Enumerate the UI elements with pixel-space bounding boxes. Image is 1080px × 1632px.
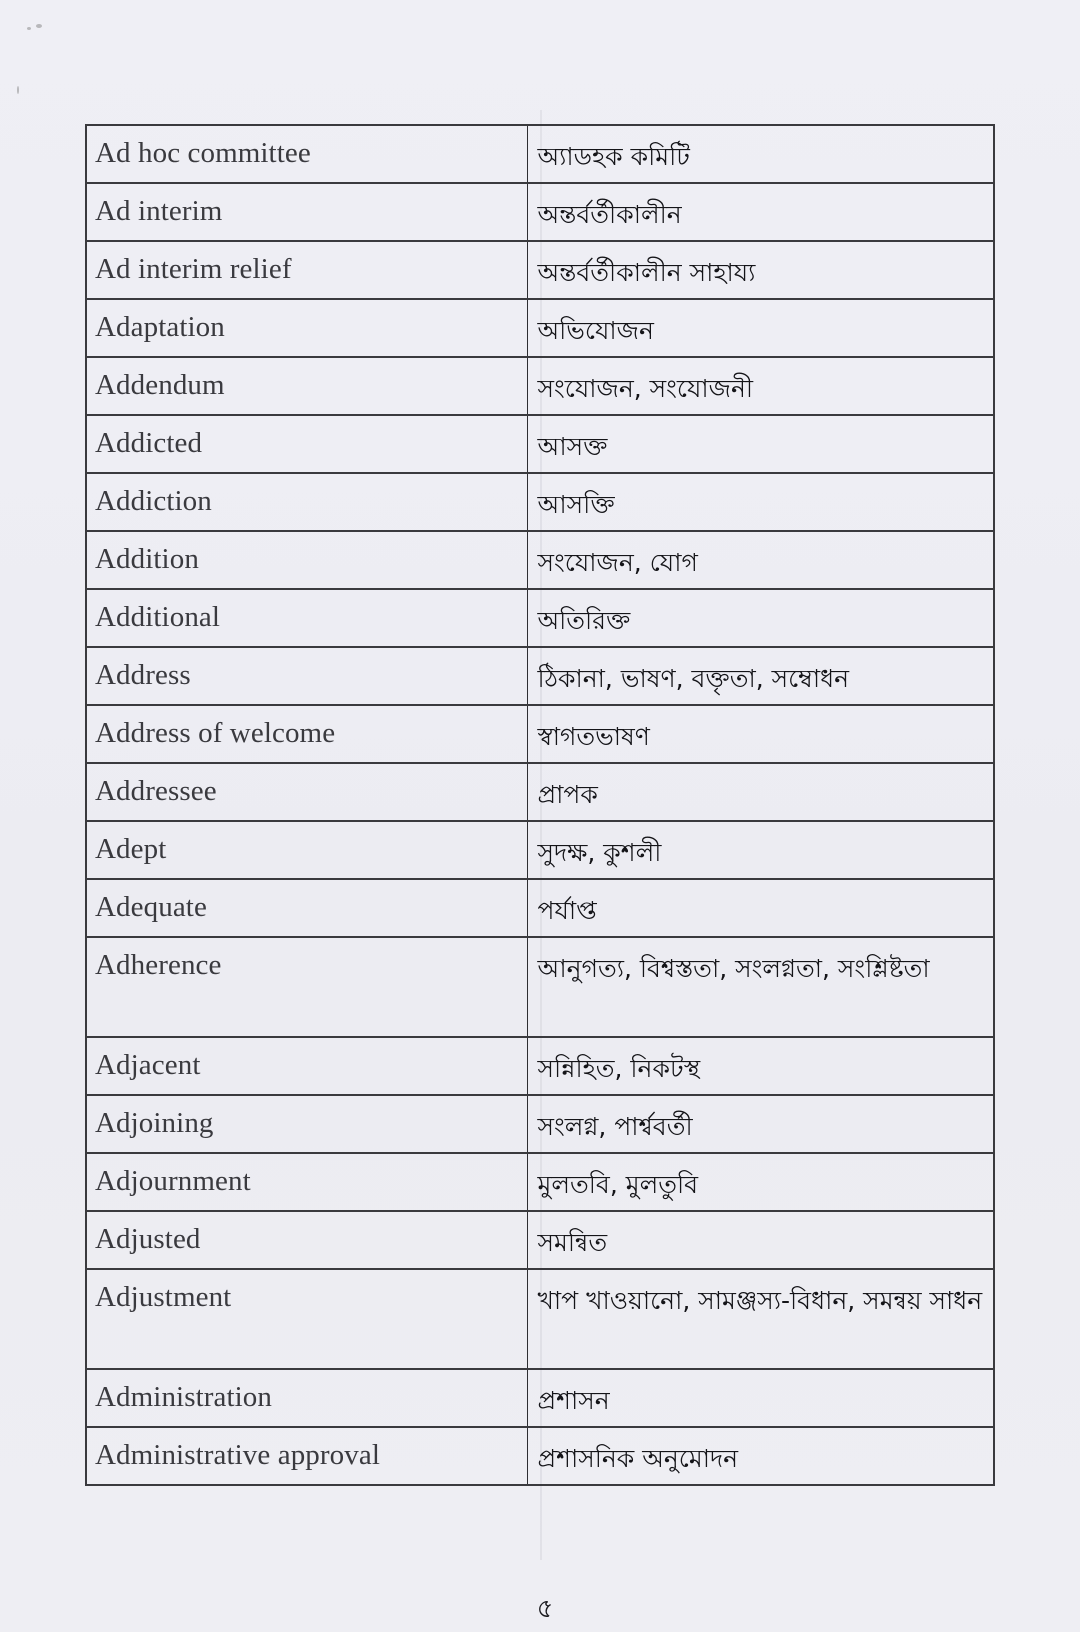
english-term: Ad interim relief bbox=[86, 241, 527, 299]
english-term: Addition bbox=[86, 531, 527, 589]
english-term: Adept bbox=[86, 821, 527, 879]
english-term: Addressee bbox=[86, 763, 527, 821]
bengali-meaning: সংযোজন, যোগ bbox=[527, 531, 994, 589]
table-row bbox=[86, 1095, 994, 1153]
english-term: Adherence bbox=[86, 937, 527, 1037]
table-row bbox=[86, 1153, 994, 1211]
bengali-meaning: খাপ খাওয়ানো, সামঞ্জস্য-বিধান, সমন্বয় সাধন bbox=[527, 1269, 994, 1369]
bengali-meaning: সমন্বিত bbox=[527, 1211, 994, 1269]
page-number: ৫ bbox=[536, 1594, 554, 1624]
table-row bbox=[86, 1037, 994, 1095]
table-row bbox=[86, 1427, 994, 1485]
bengali-meaning: ঠিকানা, ভাষণ, বক্তৃতা, সম্বোধন bbox=[527, 647, 994, 705]
table-row bbox=[86, 1269, 994, 1369]
table-row bbox=[86, 821, 994, 879]
table-row bbox=[86, 763, 994, 821]
english-term: Addicted bbox=[86, 415, 527, 473]
table-row bbox=[86, 705, 994, 763]
english-term: Ad interim bbox=[86, 183, 527, 241]
english-term: Administrative approval bbox=[86, 1427, 527, 1485]
english-term: Addiction bbox=[86, 473, 527, 531]
bengali-meaning: প্রশাসনিক অনুমোদন bbox=[527, 1427, 994, 1485]
table-row bbox=[86, 299, 994, 357]
table-row bbox=[86, 125, 994, 183]
bengali-meaning: সংলগ্ন, পার্শ্ববর্তী bbox=[527, 1095, 994, 1153]
bengali-meaning: আনুগত্য, বিশ্বস্ততা, সংলগ্নতা, সংশ্লিষ্টতা bbox=[527, 937, 994, 1037]
english-term: Ad hoc committee bbox=[86, 125, 527, 183]
table-row bbox=[86, 647, 994, 705]
english-term: Address bbox=[86, 647, 527, 705]
bengali-meaning: অভিযোজন bbox=[527, 299, 994, 357]
table-row bbox=[86, 1211, 994, 1269]
dust-speck bbox=[17, 86, 19, 94]
english-term: Adjustment bbox=[86, 1269, 527, 1369]
table-row bbox=[86, 1369, 994, 1427]
english-term: Additional bbox=[86, 589, 527, 647]
bengali-meaning: সংযোজন, সংযোজনী bbox=[527, 357, 994, 415]
bengali-meaning: সুদক্ষ, কুশলী bbox=[527, 821, 994, 879]
english-term: Adjoining bbox=[86, 1095, 527, 1153]
english-term: Address of welcome bbox=[86, 705, 527, 763]
bengali-meaning: অন্তর্বর্তীকালীন bbox=[527, 183, 994, 241]
table-row bbox=[86, 241, 994, 299]
bengali-meaning: মুলতবি, মুলতুবি bbox=[527, 1153, 994, 1211]
table-row bbox=[86, 937, 994, 1037]
bengali-meaning: আসক্ত bbox=[527, 415, 994, 473]
bengali-meaning: প্রশাসন bbox=[527, 1369, 994, 1427]
english-term: Adjusted bbox=[86, 1211, 527, 1269]
table-row bbox=[86, 589, 994, 647]
glossary-table bbox=[85, 124, 995, 1486]
dust-speck bbox=[36, 24, 42, 28]
table-row bbox=[86, 879, 994, 937]
bengali-meaning: পর্যাপ্ত bbox=[527, 879, 994, 937]
english-term: Adequate bbox=[86, 879, 527, 937]
english-term: Administration bbox=[86, 1369, 527, 1427]
bengali-meaning: প্রাপক bbox=[527, 763, 994, 821]
table-row bbox=[86, 531, 994, 589]
bengali-meaning: আসক্তি bbox=[527, 473, 994, 531]
bengali-meaning: অ্যাডহক কমিটি bbox=[527, 125, 994, 183]
english-term: Adjournment bbox=[86, 1153, 527, 1211]
bengali-meaning: সন্নিহিত, নিকটস্থ bbox=[527, 1037, 994, 1095]
english-term: Addendum bbox=[86, 357, 527, 415]
table-row bbox=[86, 415, 994, 473]
bengali-meaning: অতিরিক্ত bbox=[527, 589, 994, 647]
table-row bbox=[86, 183, 994, 241]
table-row bbox=[86, 473, 994, 531]
glossary-body bbox=[86, 125, 994, 1485]
dust-speck bbox=[27, 27, 31, 30]
bengali-meaning: অন্তর্বর্তীকালীন সাহায্য bbox=[527, 241, 994, 299]
english-term: Adjacent bbox=[86, 1037, 527, 1095]
bengali-meaning: স্বাগতভাষণ bbox=[527, 705, 994, 763]
english-term: Adaptation bbox=[86, 299, 527, 357]
table-row bbox=[86, 357, 994, 415]
